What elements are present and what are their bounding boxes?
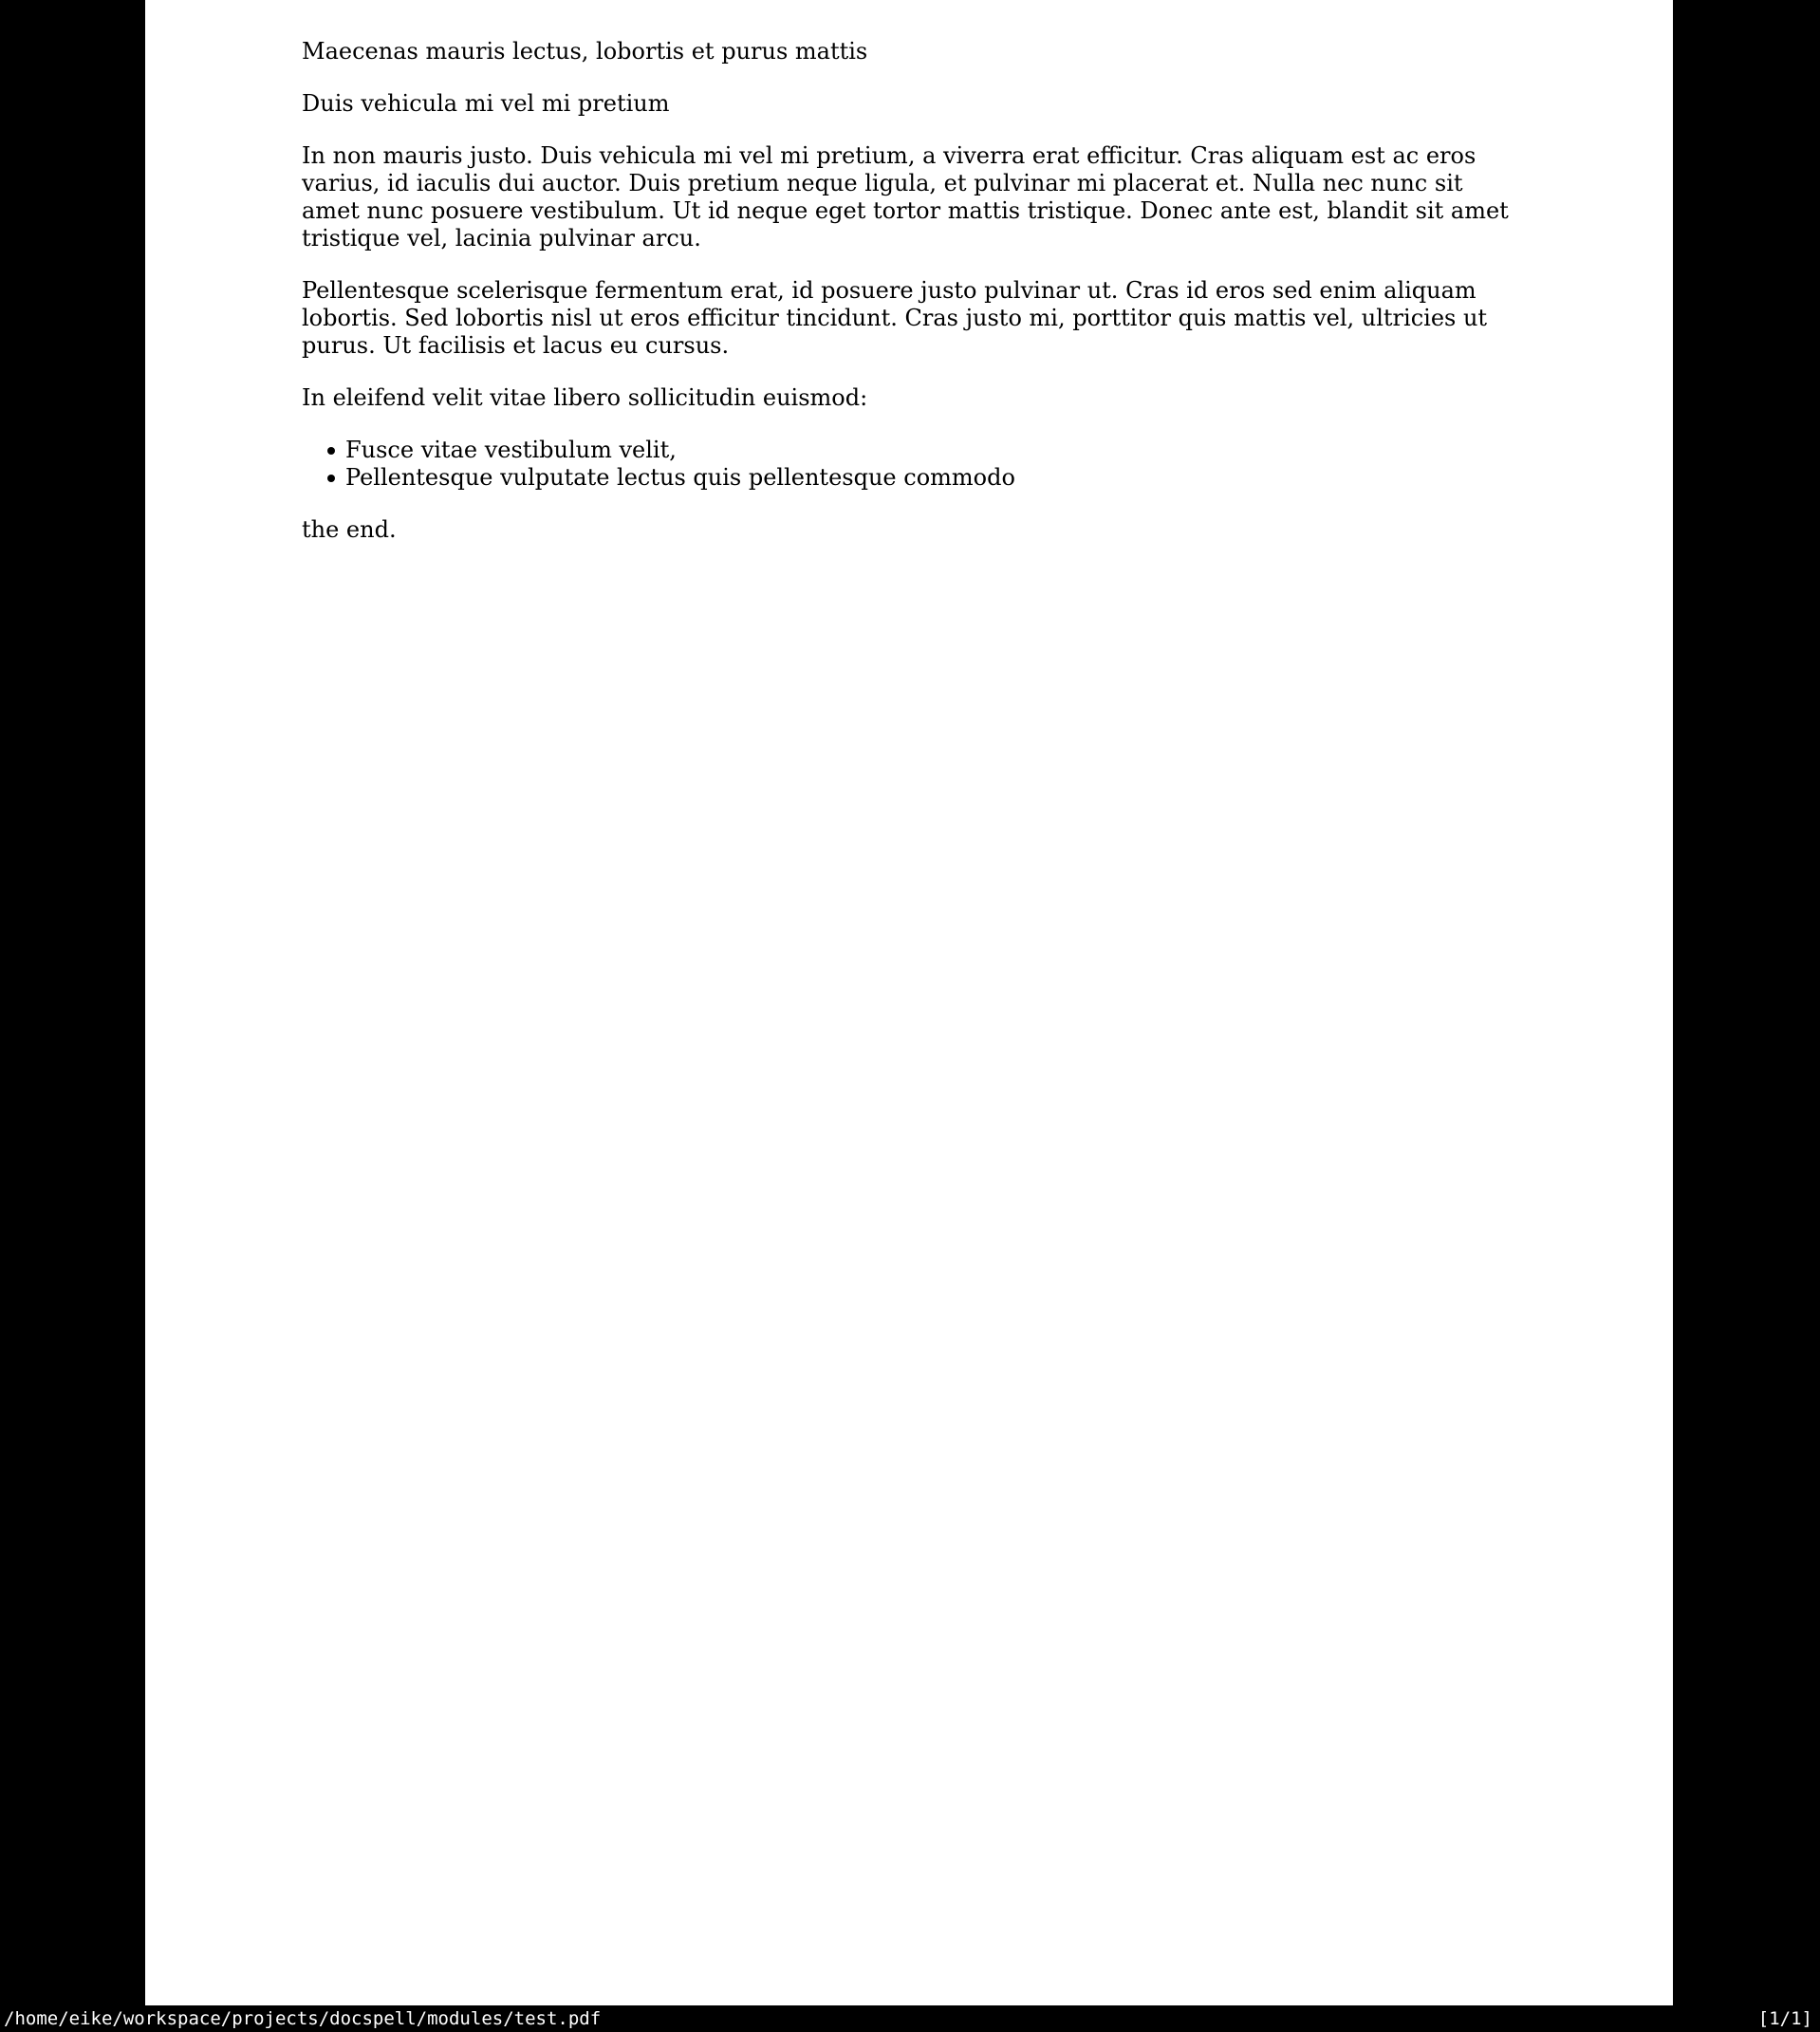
heading-line-1: Maecenas mauris lectus, lobortis et purus mattis [302,38,868,65]
statusbar [0,2005,1820,2032]
list-item [302,437,1509,464]
closing-line: the end. [302,516,397,543]
paragraph-2: Pellentesque scelerisque fermentum erat, id posuere justo pulvinar ut. Cras id eros sed enim aliquam lobortis. Sed lobortis nisl ut eros efficitur tincidunt. Cras justo mi, porttitor quis mattis vel, ultricies ut purus. Ut facilisis et lacus eu cursus. [302,277,1488,359]
list-item [302,464,1509,492]
list-intro: In eleifend velit vitae libero sollicitudin euismod: [302,384,868,411]
heading-line-2: Duis vehicula mi vel mi pretium [302,90,670,117]
paragraph-1: In non mauris justo. Duis vehicula mi vel mi pretium, a viverra erat efficitur. Cras aliquam est ac eros varius, id iaculis dui auctor. Duis pretium neque ligula, et pulvinar mi placerat et. Nulla nec nunc sit amet nunc posuere vestibulum. Ut id neque eget tortor mattis tristique. Donec ante est, blandit sit amet tristique vel, lacinia pulvinar arcu. [302,142,1509,252]
pdf-page [145,0,1673,2005]
bullet-icon [327,475,335,482]
statusbar-file-path: /home/eike/workspace/projects/docspell/modules/test.pdf [4,2008,602,2029]
list-item-text: Fusce vitae vestibulum velit, [345,437,677,463]
bullet-list [302,437,1509,492]
page-content [145,0,1673,544]
bullet-icon [327,447,335,455]
statusbar-page-indicator: [1/1] [1757,2008,1812,2029]
list-item-text: Pellentesque vulputate lectus quis pellentesque commodo [345,464,1015,491]
